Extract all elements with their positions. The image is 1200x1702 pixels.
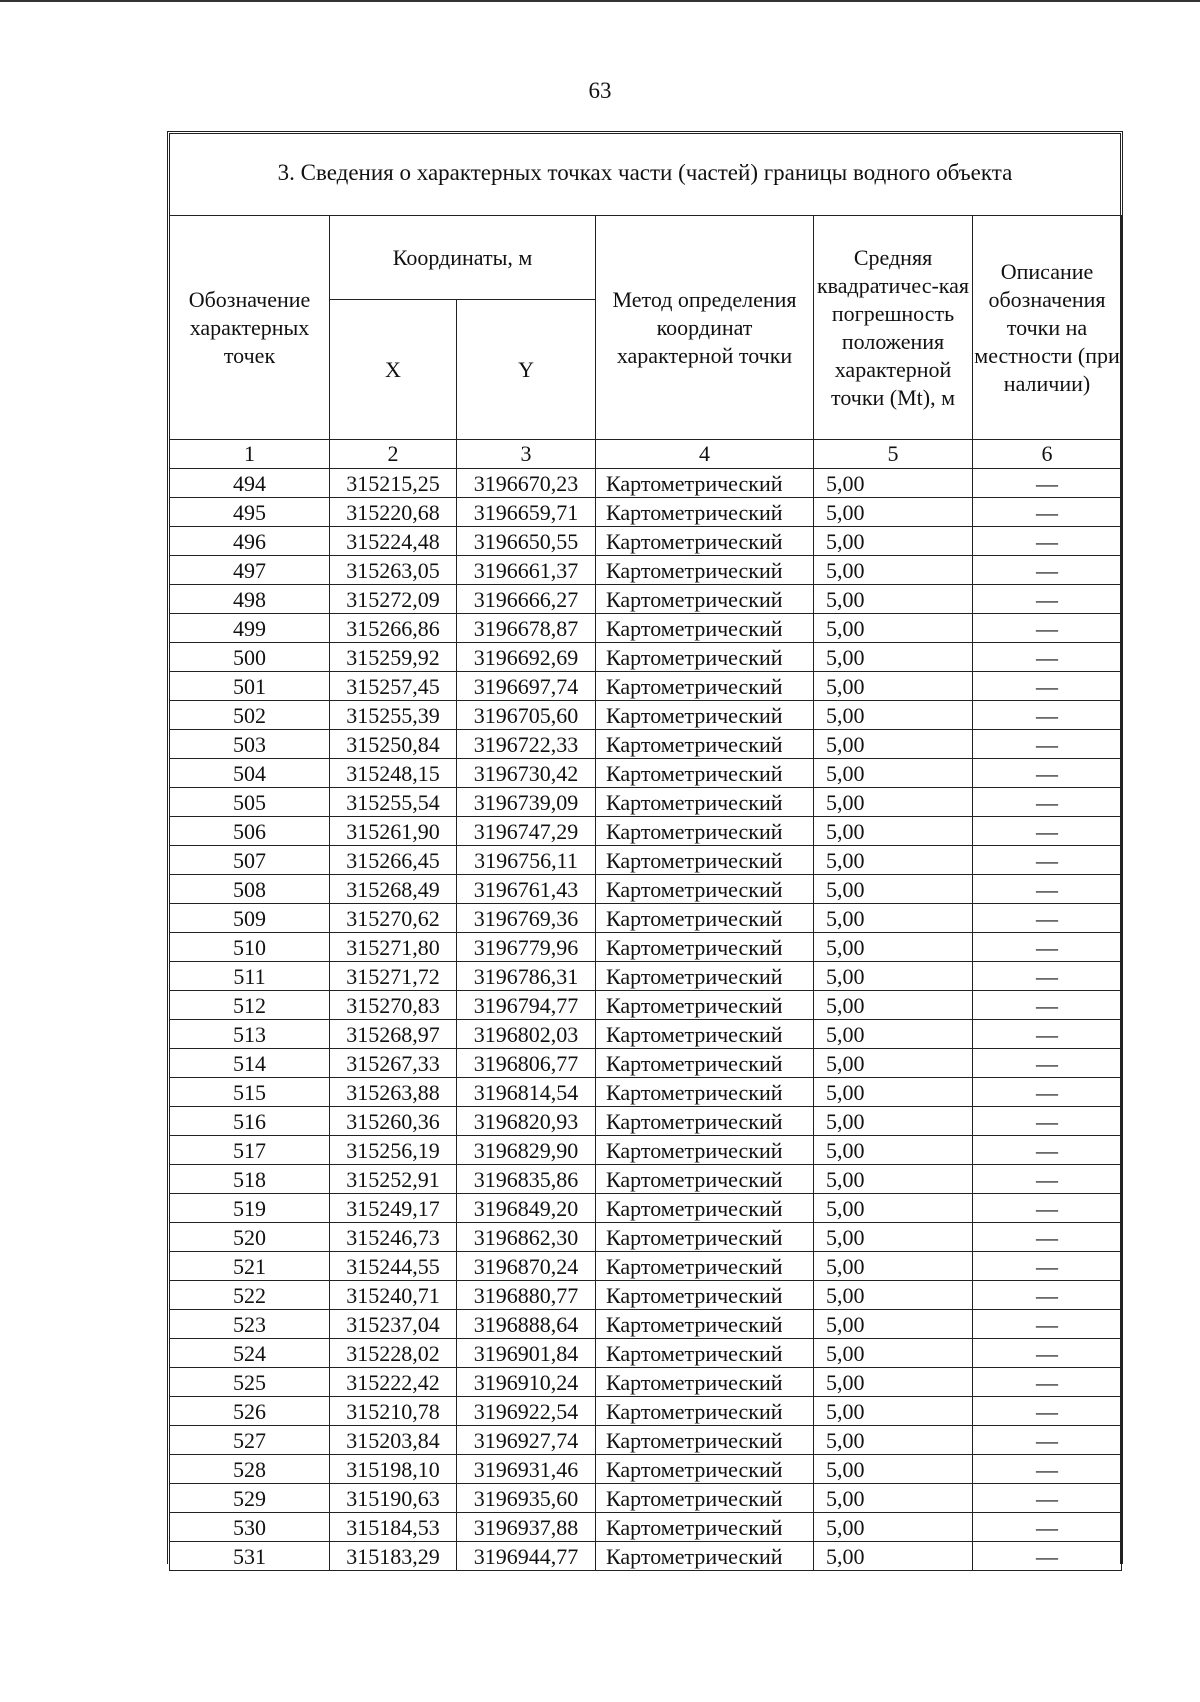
cell-method: Картометрический bbox=[596, 1281, 814, 1310]
page-number: 63 bbox=[588, 78, 612, 103]
cell-point-id: 522 bbox=[170, 1281, 330, 1310]
cell-point-id: 523 bbox=[170, 1310, 330, 1339]
column-number: 5 bbox=[814, 440, 973, 469]
cell-y: 3196888,64 bbox=[457, 1310, 596, 1339]
column-number: 3 bbox=[457, 440, 596, 469]
cell-x: 315224,48 bbox=[330, 527, 457, 556]
cell-x: 315259,92 bbox=[330, 643, 457, 672]
cell-error: 5,00 bbox=[814, 1049, 973, 1078]
cell-x: 315268,49 bbox=[330, 875, 457, 904]
cell-y: 3196769,36 bbox=[457, 904, 596, 933]
cell-description: — bbox=[973, 788, 1122, 817]
cell-method: Картометрический bbox=[596, 730, 814, 759]
cell-description: — bbox=[973, 1339, 1122, 1368]
cell-method: Картометрический bbox=[596, 1397, 814, 1426]
cell-x: 315215,25 bbox=[330, 469, 457, 498]
cell-y: 3196802,03 bbox=[457, 1020, 596, 1049]
cell-description: — bbox=[973, 585, 1122, 614]
cell-description: — bbox=[973, 643, 1122, 672]
table-row bbox=[170, 846, 1122, 875]
table-row bbox=[170, 498, 1122, 527]
table-row bbox=[170, 1136, 1122, 1165]
cell-x: 315249,17 bbox=[330, 1194, 457, 1223]
cell-x: 315263,88 bbox=[330, 1078, 457, 1107]
cell-y: 3196659,71 bbox=[457, 498, 596, 527]
cell-y: 3196835,86 bbox=[457, 1165, 596, 1194]
section-title: 3. Сведения о характерных точках части (частей) границы водного объекта bbox=[277, 160, 1013, 185]
cell-x: 315256,19 bbox=[330, 1136, 457, 1165]
cell-method: Картометрический bbox=[596, 1368, 814, 1397]
column-number: 4 bbox=[596, 440, 814, 469]
cell-x: 315268,97 bbox=[330, 1020, 457, 1049]
cell-y: 3196697,74 bbox=[457, 672, 596, 701]
table-row bbox=[170, 527, 1122, 556]
header-x: X bbox=[330, 300, 457, 440]
cell-error: 5,00 bbox=[814, 1165, 973, 1194]
cell-error: 5,00 bbox=[814, 527, 973, 556]
cell-method: Картометрический bbox=[596, 1049, 814, 1078]
cell-description: — bbox=[973, 1484, 1122, 1513]
table-row bbox=[170, 1281, 1122, 1310]
cell-error: 5,00 bbox=[814, 1136, 973, 1165]
cell-description: — bbox=[973, 672, 1122, 701]
table-row bbox=[170, 1049, 1122, 1078]
table-row bbox=[170, 1484, 1122, 1513]
cell-method: Картометрический bbox=[596, 962, 814, 991]
cell-description: — bbox=[973, 1542, 1122, 1571]
cell-x: 315267,33 bbox=[330, 1049, 457, 1078]
cell-point-id: 517 bbox=[170, 1136, 330, 1165]
cell-method: Картометрический bbox=[596, 1194, 814, 1223]
cell-description: — bbox=[973, 498, 1122, 527]
cell-point-id: 520 bbox=[170, 1223, 330, 1252]
cell-method: Картометрический bbox=[596, 614, 814, 643]
cell-point-id: 524 bbox=[170, 1339, 330, 1368]
header-point-designation: Обозначение характерных точек bbox=[170, 216, 330, 440]
column-number: 6 bbox=[973, 440, 1122, 469]
cell-description: — bbox=[973, 1513, 1122, 1542]
table-row bbox=[170, 962, 1122, 991]
cell-y: 3196678,87 bbox=[457, 614, 596, 643]
table-row bbox=[170, 1426, 1122, 1455]
cell-method: Картометрический bbox=[596, 846, 814, 875]
cell-error: 5,00 bbox=[814, 643, 973, 672]
cell-method: Картометрический bbox=[596, 875, 814, 904]
cell-point-id: 503 bbox=[170, 730, 330, 759]
cell-y: 3196931,46 bbox=[457, 1455, 596, 1484]
cell-error: 5,00 bbox=[814, 1542, 973, 1571]
cell-description: — bbox=[973, 1136, 1122, 1165]
cell-error: 5,00 bbox=[814, 846, 973, 875]
cell-x: 315248,15 bbox=[330, 759, 457, 788]
cell-point-id: 504 bbox=[170, 759, 330, 788]
table-row bbox=[170, 1078, 1122, 1107]
cell-method: Картометрический bbox=[596, 817, 814, 846]
cell-point-id: 501 bbox=[170, 672, 330, 701]
cell-point-id: 498 bbox=[170, 585, 330, 614]
cell-point-id: 530 bbox=[170, 1513, 330, 1542]
cell-method: Картометрический bbox=[596, 1107, 814, 1136]
cell-error: 5,00 bbox=[814, 1194, 973, 1223]
cell-method: Картометрический bbox=[596, 1426, 814, 1455]
cell-point-id: 514 bbox=[170, 1049, 330, 1078]
table-row bbox=[170, 1542, 1122, 1571]
cell-method: Картометрический bbox=[596, 1339, 814, 1368]
table-row bbox=[170, 1223, 1122, 1252]
cell-error: 5,00 bbox=[814, 1310, 973, 1339]
cell-error: 5,00 bbox=[814, 1107, 973, 1136]
table-row bbox=[170, 875, 1122, 904]
cell-point-id: 515 bbox=[170, 1078, 330, 1107]
cell-description: — bbox=[973, 614, 1122, 643]
cell-y: 3196670,23 bbox=[457, 469, 596, 498]
cell-point-id: 496 bbox=[170, 527, 330, 556]
cell-point-id: 508 bbox=[170, 875, 330, 904]
cell-method: Картометрический bbox=[596, 788, 814, 817]
cell-method: Картометрический bbox=[596, 1542, 814, 1571]
cell-point-id: 529 bbox=[170, 1484, 330, 1513]
cell-y: 3196806,77 bbox=[457, 1049, 596, 1078]
cell-error: 5,00 bbox=[814, 875, 973, 904]
cell-y: 3196666,27 bbox=[457, 585, 596, 614]
cell-error: 5,00 bbox=[814, 498, 973, 527]
cell-x: 315271,72 bbox=[330, 962, 457, 991]
cell-point-id: 531 bbox=[170, 1542, 330, 1571]
cell-error: 5,00 bbox=[814, 962, 973, 991]
cell-error: 5,00 bbox=[814, 1426, 973, 1455]
cell-x: 315266,45 bbox=[330, 846, 457, 875]
cell-method: Картометрический bbox=[596, 1513, 814, 1542]
cell-method: Картометрический bbox=[596, 672, 814, 701]
cell-x: 315260,36 bbox=[330, 1107, 457, 1136]
cell-y: 3196747,29 bbox=[457, 817, 596, 846]
cell-method: Картометрический bbox=[596, 1078, 814, 1107]
cell-error: 5,00 bbox=[814, 817, 973, 846]
header-coordinates: Координаты, м bbox=[330, 216, 596, 300]
table-row bbox=[170, 788, 1122, 817]
cell-description: — bbox=[973, 701, 1122, 730]
cell-y: 3196880,77 bbox=[457, 1281, 596, 1310]
cell-x: 315244,55 bbox=[330, 1252, 457, 1281]
column-numbers-row bbox=[170, 440, 1122, 469]
cell-description: — bbox=[973, 962, 1122, 991]
table-row bbox=[170, 1455, 1122, 1484]
cell-method: Картометрический bbox=[596, 933, 814, 962]
cell-description: — bbox=[973, 1194, 1122, 1223]
table-row bbox=[170, 1165, 1122, 1194]
column-number: 2 bbox=[330, 440, 457, 469]
cell-error: 5,00 bbox=[814, 991, 973, 1020]
cell-error: 5,00 bbox=[814, 701, 973, 730]
cell-point-id: 499 bbox=[170, 614, 330, 643]
cell-error: 5,00 bbox=[814, 1397, 973, 1426]
cell-method: Картометрический bbox=[596, 701, 814, 730]
cell-point-id: 526 bbox=[170, 1397, 330, 1426]
table-row bbox=[170, 469, 1122, 498]
cell-x: 315184,53 bbox=[330, 1513, 457, 1542]
cell-description: — bbox=[973, 1223, 1122, 1252]
cell-y: 3196829,90 bbox=[457, 1136, 596, 1165]
cell-point-id: 519 bbox=[170, 1194, 330, 1223]
cell-x: 315203,84 bbox=[330, 1426, 457, 1455]
table-row bbox=[170, 672, 1122, 701]
cell-method: Картометрический bbox=[596, 1455, 814, 1484]
cell-y: 3196661,37 bbox=[457, 556, 596, 585]
cell-y: 3196910,24 bbox=[457, 1368, 596, 1397]
cell-description: — bbox=[973, 933, 1122, 962]
table-row bbox=[170, 933, 1122, 962]
cell-method: Картометрический bbox=[596, 585, 814, 614]
cell-description: — bbox=[973, 1107, 1122, 1136]
cell-point-id: 527 bbox=[170, 1426, 330, 1455]
cell-y: 3196779,96 bbox=[457, 933, 596, 962]
cell-point-id: 509 bbox=[170, 904, 330, 933]
cell-y: 3196756,11 bbox=[457, 846, 596, 875]
cell-y: 3196730,42 bbox=[457, 759, 596, 788]
cell-x: 315266,86 bbox=[330, 614, 457, 643]
cell-description: — bbox=[973, 556, 1122, 585]
cell-error: 5,00 bbox=[814, 1455, 973, 1484]
cell-description: — bbox=[973, 730, 1122, 759]
cell-error: 5,00 bbox=[814, 1078, 973, 1107]
cell-y: 3196814,54 bbox=[457, 1078, 596, 1107]
cell-description: — bbox=[973, 527, 1122, 556]
header-method: Метод определения координат характерной точки bbox=[596, 216, 814, 440]
cell-x: 315270,62 bbox=[330, 904, 457, 933]
cell-x: 315198,10 bbox=[330, 1455, 457, 1484]
cell-point-id: 505 bbox=[170, 788, 330, 817]
cell-error: 5,00 bbox=[814, 1513, 973, 1542]
cell-point-id: 518 bbox=[170, 1165, 330, 1194]
cell-description: — bbox=[973, 817, 1122, 846]
table-row bbox=[170, 585, 1122, 614]
cell-point-id: 497 bbox=[170, 556, 330, 585]
cell-x: 315263,05 bbox=[330, 556, 457, 585]
cell-error: 5,00 bbox=[814, 1368, 973, 1397]
cell-point-id: 500 bbox=[170, 643, 330, 672]
cell-error: 5,00 bbox=[814, 730, 973, 759]
cell-x: 315272,09 bbox=[330, 585, 457, 614]
table-row bbox=[170, 730, 1122, 759]
cell-description: — bbox=[973, 991, 1122, 1020]
cell-y: 3196794,77 bbox=[457, 991, 596, 1020]
cell-method: Картометрический bbox=[596, 643, 814, 672]
cell-method: Картометрический bbox=[596, 991, 814, 1020]
cell-method: Картометрический bbox=[596, 1136, 814, 1165]
cell-error: 5,00 bbox=[814, 933, 973, 962]
cell-x: 315183,29 bbox=[330, 1542, 457, 1571]
cell-method: Картометрический bbox=[596, 1310, 814, 1339]
cell-y: 3196922,54 bbox=[457, 1397, 596, 1426]
cell-point-id: 510 bbox=[170, 933, 330, 962]
cell-x: 315228,02 bbox=[330, 1339, 457, 1368]
cell-method: Картометрический bbox=[596, 759, 814, 788]
boundary-points-table bbox=[169, 215, 1122, 1571]
cell-y: 3196705,60 bbox=[457, 701, 596, 730]
cell-description: — bbox=[973, 846, 1122, 875]
cell-method: Картометрический bbox=[596, 1484, 814, 1513]
table-row bbox=[170, 1513, 1122, 1542]
cell-point-id: 506 bbox=[170, 817, 330, 846]
cell-error: 5,00 bbox=[814, 788, 973, 817]
table-row bbox=[170, 1020, 1122, 1049]
cell-description: — bbox=[973, 1078, 1122, 1107]
column-number: 1 bbox=[170, 440, 330, 469]
table-row bbox=[170, 1397, 1122, 1426]
cell-point-id: 511 bbox=[170, 962, 330, 991]
cell-point-id: 507 bbox=[170, 846, 330, 875]
table-row bbox=[170, 817, 1122, 846]
cell-method: Картометрический bbox=[596, 527, 814, 556]
cell-y: 3196761,43 bbox=[457, 875, 596, 904]
cell-point-id: 512 bbox=[170, 991, 330, 1020]
cell-point-id: 513 bbox=[170, 1020, 330, 1049]
cell-y: 3196870,24 bbox=[457, 1252, 596, 1281]
table-row bbox=[170, 1252, 1122, 1281]
cell-x: 315220,68 bbox=[330, 498, 457, 527]
cell-description: — bbox=[973, 759, 1122, 788]
cell-x: 315270,83 bbox=[330, 991, 457, 1020]
cell-method: Картометрический bbox=[596, 498, 814, 527]
cell-x: 315255,54 bbox=[330, 788, 457, 817]
cell-description: — bbox=[973, 1165, 1122, 1194]
cell-x: 315237,04 bbox=[330, 1310, 457, 1339]
cell-y: 3196650,55 bbox=[457, 527, 596, 556]
cell-method: Картометрический bbox=[596, 1165, 814, 1194]
cell-description: — bbox=[973, 1252, 1122, 1281]
cell-description: — bbox=[973, 1426, 1122, 1455]
table-row bbox=[170, 701, 1122, 730]
cell-y: 3196849,20 bbox=[457, 1194, 596, 1223]
cell-y: 3196786,31 bbox=[457, 962, 596, 991]
cell-y: 3196935,60 bbox=[457, 1484, 596, 1513]
header-error: Средняя квадратичес-кая погрешность положения характерной точки (Mt), м bbox=[814, 216, 973, 440]
cell-description: — bbox=[973, 469, 1122, 498]
cell-description: — bbox=[973, 1368, 1122, 1397]
cell-point-id: 525 bbox=[170, 1368, 330, 1397]
cell-error: 5,00 bbox=[814, 469, 973, 498]
cell-y: 3196692,69 bbox=[457, 643, 596, 672]
table-row bbox=[170, 643, 1122, 672]
cell-x: 315261,90 bbox=[330, 817, 457, 846]
cell-description: — bbox=[973, 1397, 1122, 1426]
cell-method: Картометрический bbox=[596, 1252, 814, 1281]
cell-method: Картометрический bbox=[596, 469, 814, 498]
cell-error: 5,00 bbox=[814, 1484, 973, 1513]
cell-x: 315255,39 bbox=[330, 701, 457, 730]
table-row bbox=[170, 1368, 1122, 1397]
header-description: Описание обозначения точки на местности (при наличии) bbox=[973, 216, 1122, 440]
table-row bbox=[170, 1339, 1122, 1368]
table-row bbox=[170, 904, 1122, 933]
cell-x: 315246,73 bbox=[330, 1223, 457, 1252]
cell-x: 315250,84 bbox=[330, 730, 457, 759]
table-row bbox=[170, 991, 1122, 1020]
cell-y: 3196862,30 bbox=[457, 1223, 596, 1252]
cell-method: Картометрический bbox=[596, 1223, 814, 1252]
cell-description: — bbox=[973, 1455, 1122, 1484]
cell-x: 315240,71 bbox=[330, 1281, 457, 1310]
cell-description: — bbox=[973, 904, 1122, 933]
table-row bbox=[170, 1194, 1122, 1223]
cell-error: 5,00 bbox=[814, 614, 973, 643]
cell-y: 3196927,74 bbox=[457, 1426, 596, 1455]
cell-method: Картометрический bbox=[596, 904, 814, 933]
cell-error: 5,00 bbox=[814, 1252, 973, 1281]
scan-top-border bbox=[0, 0, 1200, 2]
cell-error: 5,00 bbox=[814, 759, 973, 788]
table-row bbox=[170, 1310, 1122, 1339]
table-row bbox=[170, 556, 1122, 585]
cell-x: 315257,45 bbox=[330, 672, 457, 701]
cell-y: 3196820,93 bbox=[457, 1107, 596, 1136]
cell-error: 5,00 bbox=[814, 904, 973, 933]
cell-error: 5,00 bbox=[814, 556, 973, 585]
cell-x: 315252,91 bbox=[330, 1165, 457, 1194]
cell-point-id: 494 bbox=[170, 469, 330, 498]
cell-y: 3196722,33 bbox=[457, 730, 596, 759]
cell-point-id: 502 bbox=[170, 701, 330, 730]
cell-error: 5,00 bbox=[814, 585, 973, 614]
cell-x: 315210,78 bbox=[330, 1397, 457, 1426]
cell-method: Картометрический bbox=[596, 1020, 814, 1049]
cell-y: 3196937,88 bbox=[457, 1513, 596, 1542]
cell-error: 5,00 bbox=[814, 1223, 973, 1252]
cell-point-id: 495 bbox=[170, 498, 330, 527]
cell-error: 5,00 bbox=[814, 1281, 973, 1310]
table-body bbox=[170, 469, 1122, 1571]
table-row bbox=[170, 1107, 1122, 1136]
cell-error: 5,00 bbox=[814, 672, 973, 701]
table-row bbox=[170, 614, 1122, 643]
cell-error: 5,00 bbox=[814, 1020, 973, 1049]
header-y: Y bbox=[457, 300, 596, 440]
cell-error: 5,00 bbox=[814, 1339, 973, 1368]
cell-point-id: 521 bbox=[170, 1252, 330, 1281]
cell-method: Картометрический bbox=[596, 556, 814, 585]
cell-point-id: 516 bbox=[170, 1107, 330, 1136]
cell-description: — bbox=[973, 875, 1122, 904]
cell-description: — bbox=[973, 1020, 1122, 1049]
table-row bbox=[170, 759, 1122, 788]
cell-y: 3196901,84 bbox=[457, 1339, 596, 1368]
cell-x: 315271,80 bbox=[330, 933, 457, 962]
cell-point-id: 528 bbox=[170, 1455, 330, 1484]
cell-y: 3196739,09 bbox=[457, 788, 596, 817]
cell-description: — bbox=[973, 1310, 1122, 1339]
cell-description: — bbox=[973, 1049, 1122, 1078]
cell-description: — bbox=[973, 1281, 1122, 1310]
cell-x: 315190,63 bbox=[330, 1484, 457, 1513]
cell-y: 3196944,77 bbox=[457, 1542, 596, 1571]
cell-x: 315222,42 bbox=[330, 1368, 457, 1397]
